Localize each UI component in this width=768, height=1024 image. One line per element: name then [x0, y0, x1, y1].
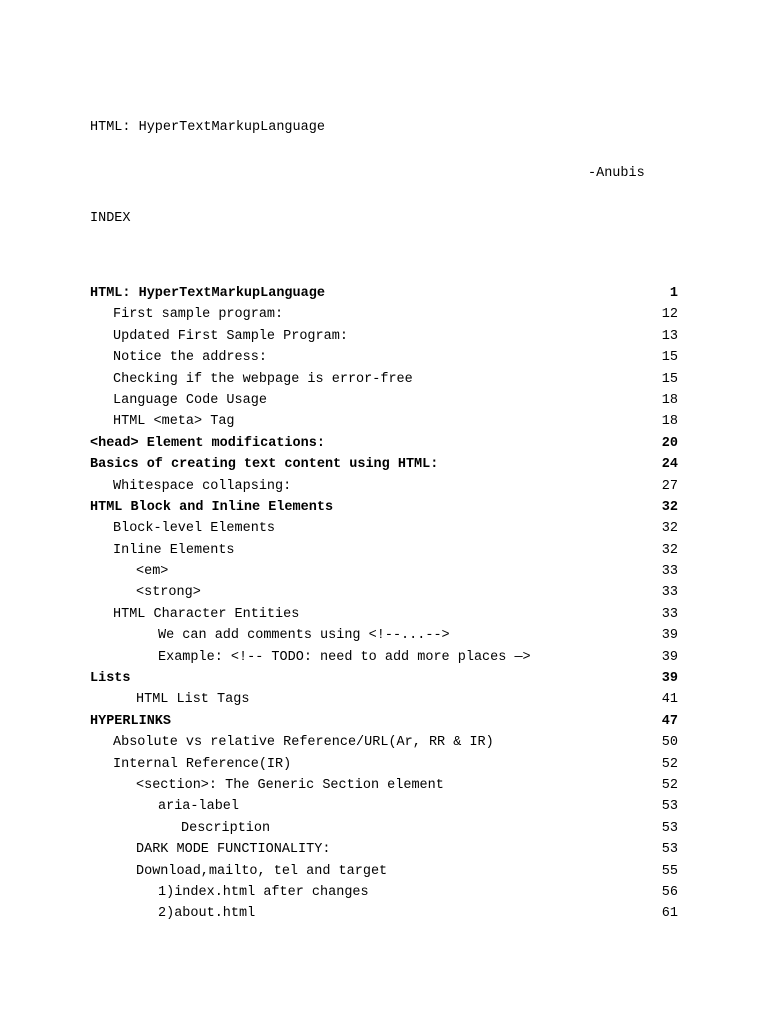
toc-entry[interactable] [90, 518, 678, 539]
toc-entry-title: Notice the address: [113, 350, 267, 366]
toc-entry-page-number: 39 [661, 671, 678, 687]
toc-entry[interactable] [90, 454, 678, 475]
toc-entry[interactable] [90, 903, 678, 924]
toc-entry-page-number: 24 [661, 457, 678, 473]
toc-entry[interactable] [90, 689, 678, 710]
toc-entry[interactable] [90, 369, 678, 390]
toc-entry[interactable] [90, 326, 678, 347]
toc-entry[interactable] [90, 625, 678, 646]
toc-entry[interactable] [90, 347, 678, 368]
toc-entry-title: HYPERLINKS [90, 713, 172, 729]
toc-entry[interactable] [90, 668, 678, 689]
toc-entry-title: HTML: HyperTextMarkupLanguage [90, 286, 325, 301]
toc-entry-title: Checking if the webpage is error-free [113, 371, 413, 387]
toc-entry-page-number: 52 [661, 777, 678, 793]
toc-entry-title: Whitespace collapsing: [113, 478, 292, 494]
toc-entry-title: Block-level Elements [113, 521, 276, 537]
toc-entry[interactable] [90, 304, 678, 325]
toc-entry-title: aria-label [158, 799, 240, 815]
toc-entry-title: HTML Character Entities [113, 606, 300, 622]
toc-entry-page-number: 18 [661, 414, 678, 430]
toc-entry-title: <section>: The Generic Section element [136, 777, 444, 793]
toc-entry[interactable] [90, 476, 678, 497]
toc-entry-title: Absolute vs relative Reference/URL(Ar, RR & IR) [113, 735, 494, 751]
toc-entry[interactable] [90, 818, 678, 839]
toc-entry-page-number: 15 [661, 371, 678, 387]
toc-entry-title: HTML Block and Inline Elements [90, 499, 334, 515]
toc-entry-page-number: 56 [661, 884, 678, 900]
toc-entry-page-number: 13 [661, 328, 678, 344]
toc-entry-page-number: 32 [661, 542, 678, 558]
index-heading: INDEX [90, 211, 131, 226]
toc-entry[interactable] [90, 882, 678, 903]
toc-entry-title: Language Code Usage [113, 392, 267, 408]
toc-entry-title: Basics of creating text content using HTML: [90, 457, 439, 473]
toc-entry-page-number: 39 [661, 649, 678, 665]
toc-entry[interactable] [90, 775, 678, 796]
toc-entry-title: Internal Reference(IR) [113, 756, 292, 772]
toc-entry-title: HTML List Tags [136, 692, 250, 708]
toc-entry-page-number: 1 [669, 286, 678, 301]
table-of-contents [90, 283, 678, 925]
toc-entry-title: <head> Element modifications: [90, 435, 325, 451]
toc-entry-title: <strong> [136, 585, 201, 601]
toc-entry-title: HTML <meta> Tag [113, 414, 235, 430]
toc-entry-page-number: 33 [661, 585, 678, 601]
toc-entry-page-number: 33 [661, 606, 678, 622]
toc-entry-title: First sample program: [113, 307, 284, 323]
toc-entry-title: Example: <!-- TODO: need to add more places —> [158, 649, 531, 665]
toc-entry[interactable] [90, 647, 678, 668]
toc-entry-title: Updated First Sample Program: [113, 328, 348, 344]
document-author: -Anubis [588, 166, 645, 181]
toc-entry[interactable] [90, 604, 678, 625]
toc-entry-page-number: 50 [661, 735, 678, 751]
toc-entry-title: <em> [136, 564, 169, 580]
toc-entry-page-number: 52 [661, 756, 678, 772]
toc-entry-page-number: 15 [661, 350, 678, 366]
toc-entry[interactable] [90, 839, 678, 860]
toc-entry[interactable] [90, 796, 678, 817]
toc-entry-page-number: 53 [661, 799, 678, 815]
toc-entry-page-number: 12 [661, 307, 678, 323]
toc-entry-page-number: 32 [661, 521, 678, 537]
toc-entry-page-number: 18 [661, 392, 678, 408]
document-title: HTML: HyperTextMarkupLanguage [90, 120, 325, 135]
toc-entry-title: DARK MODE FUNCTIONALITY: [136, 842, 331, 858]
toc-entry[interactable] [90, 283, 678, 304]
toc-entry-title: 2)about.html [158, 906, 256, 922]
toc-entry[interactable] [90, 433, 678, 454]
toc-entry-page-number: 39 [661, 628, 678, 644]
toc-entry-page-number: 33 [661, 564, 678, 580]
toc-entry[interactable] [90, 561, 678, 582]
toc-entry-title: We can add comments using <!--...--> [158, 628, 450, 644]
toc-entry[interactable] [90, 861, 678, 882]
toc-entry-title: 1)index.html after changes [158, 884, 369, 900]
toc-entry-page-number: 55 [661, 863, 678, 879]
toc-entry[interactable] [90, 540, 678, 561]
toc-entry[interactable] [90, 732, 678, 753]
toc-entry[interactable] [90, 497, 678, 518]
toc-entry-page-number: 61 [661, 906, 678, 922]
toc-entry-page-number: 27 [661, 478, 678, 494]
toc-entry[interactable] [90, 390, 678, 411]
toc-entry-page-number: 53 [661, 820, 678, 836]
toc-entry-title: Download,mailto, tel and target [136, 863, 388, 879]
toc-entry-page-number: 53 [661, 842, 678, 858]
toc-entry[interactable] [90, 411, 678, 432]
toc-entry-title: Inline Elements [113, 542, 235, 558]
toc-entry[interactable] [90, 582, 678, 603]
toc-entry-page-number: 47 [661, 713, 678, 729]
toc-entry-page-number: 20 [661, 435, 678, 451]
toc-entry-page-number: 41 [661, 692, 678, 708]
toc-entry-page-number: 32 [661, 499, 678, 515]
toc-entry-title: Lists [90, 671, 131, 687]
toc-entry[interactable] [90, 754, 678, 775]
toc-entry[interactable] [90, 711, 678, 732]
toc-entry-title: Description [181, 820, 271, 836]
